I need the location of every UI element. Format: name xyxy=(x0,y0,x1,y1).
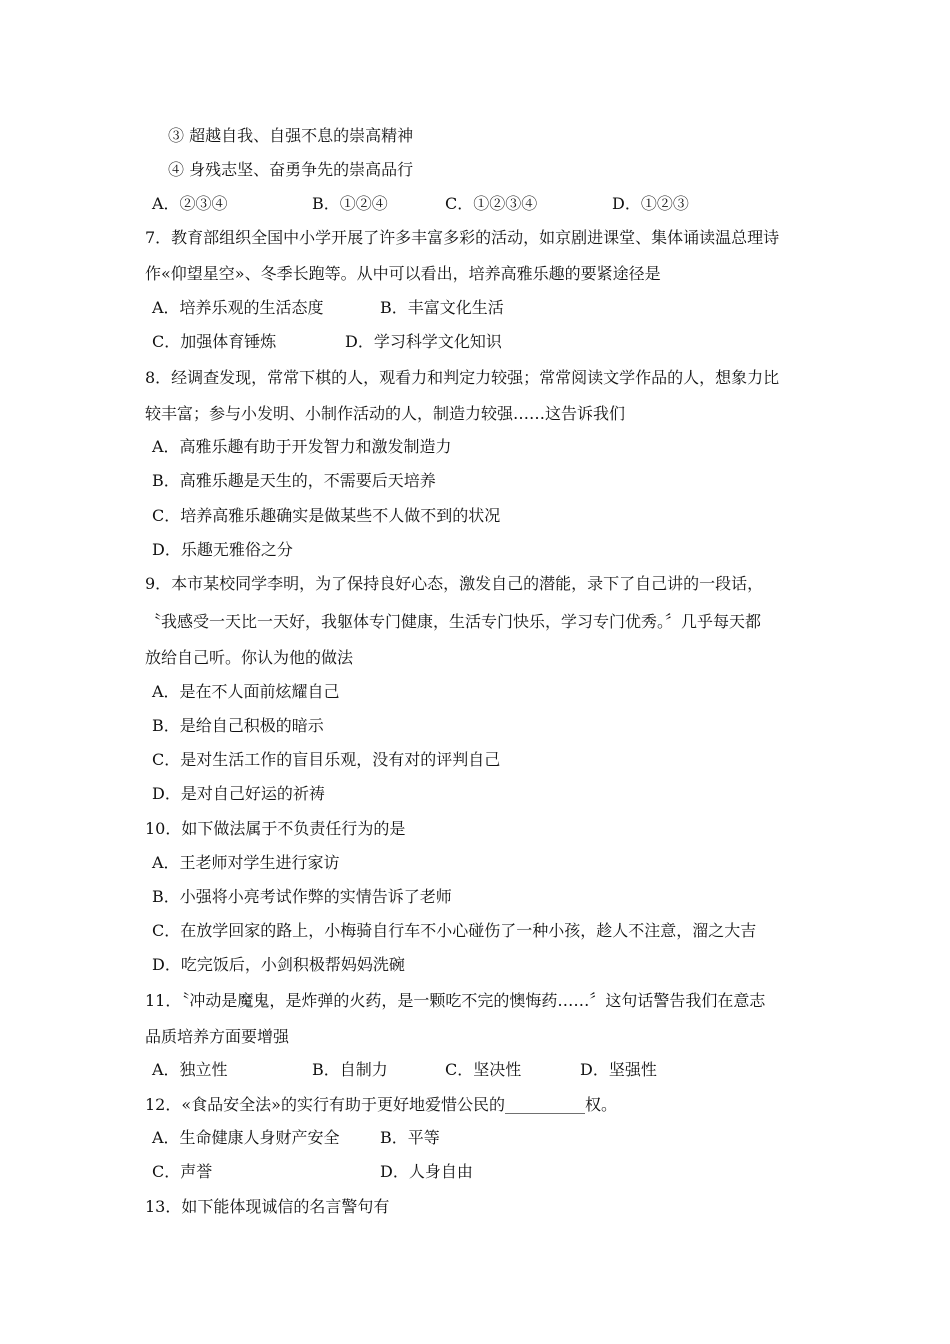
q8-option-d: D．乐趣无雅俗之分 xyxy=(152,540,293,559)
q10-stem: 10．如下做法属于不负责任行为的是 xyxy=(145,819,406,838)
q12-option-b: B．平等 xyxy=(380,1128,440,1147)
q8-stem-line-2: 较丰富；参与小发明、小制作活动的人，制造力较强……这告诉我们 xyxy=(145,404,626,423)
q12-option-d: D．人身自由 xyxy=(380,1162,473,1181)
q10-option-b: B．小强将小亮考试作弊的实情告诉了老师 xyxy=(152,887,452,906)
q11-option-b: B．自制力 xyxy=(312,1060,388,1079)
q9-stem-line-1: 9．本市某校同学李明，为了保持良好心态，激发自己的潜能，录下了自己讲的一段话， xyxy=(145,574,764,593)
q12-option-c: C．声誉 xyxy=(152,1162,213,1181)
q8-stem-line-1: 8．经调查发现，常常下棋的人，观看力和判定力较强；常常阅读文学作品的人，想象力比 xyxy=(145,368,780,387)
q10-option-d: D．吃完饭后，小剑积极帮妈妈洗碗 xyxy=(152,955,405,974)
q10-option-a: A．王老师对学生进行家访 xyxy=(152,853,340,872)
q6-option-c: C．①②③④ xyxy=(445,194,538,213)
q7-stem-line-1: 7．教育部组织全国中小学开展了许多丰富多彩的活动，如京剧进课堂、集体诵读温总理诗 xyxy=(145,228,780,247)
q12-stem: 12．«食品安全法»的实行有助于更好地爱惜公民的__________权。 xyxy=(145,1095,617,1114)
q9-option-d: D．是对自己好运的祈祷 xyxy=(152,784,325,803)
q11-stem-line-1: 11．〝冲动是魔鬼，是炸弹的火药，是一颗吃不完的懊悔药……〞这句话警告我们在意志 xyxy=(145,991,766,1010)
q8-option-c: C．培养高雅乐趣确实是做某些不人做不到的状况 xyxy=(152,506,501,525)
q9-stem-line-3: 放给自己听。你认为他的做法 xyxy=(145,648,354,667)
q6-option-d: D．①②③ xyxy=(612,194,689,213)
q13-stem: 13．如下能体现诚信的名言警句有 xyxy=(145,1197,390,1216)
q11-option-a: A．独立性 xyxy=(152,1060,228,1079)
q7-option-c: C．加强体育锤炼 xyxy=(152,332,277,351)
q8-option-b: B．高雅乐趣是天生的，不需要后天培养 xyxy=(152,471,436,490)
q9-stem-line-2: 〝我感受一天比一天好，我躯体专门健康，生活专门快乐，学习专门优秀。〞几乎每天都 xyxy=(145,612,762,631)
q6-option-b: B．①②④ xyxy=(312,194,388,213)
q12-option-a: A．生命健康人身财产安全 xyxy=(152,1128,340,1147)
q10-option-c: C．在放学回家的路上，小梅骑自行车不小心碰伤了一种小孩，趁人不注意，溜之大吉 xyxy=(152,921,757,940)
q7-stem-line-2: 作«仰望星空»、冬季长跑等。从中可以看出，培养高雅乐趣的要紧途径是 xyxy=(145,264,661,283)
q7-option-b: B．丰富文化生活 xyxy=(380,298,504,317)
statement-3: ③ 超越自我、自强不息的崇高精神 xyxy=(168,126,414,145)
q9-option-a: A．是在不人面前炫耀自己 xyxy=(152,682,340,701)
q9-option-b: B．是给自己积极的暗示 xyxy=(152,716,324,735)
q6-option-a: A．②③④ xyxy=(152,194,228,213)
q7-option-a: A．培养乐观的生活态度 xyxy=(152,298,324,317)
q9-option-c: C．是对生活工作的盲目乐观，没有对的评判自己 xyxy=(152,750,501,769)
q11-option-d: D．坚强性 xyxy=(580,1060,657,1079)
q11-option-c: C．坚决性 xyxy=(445,1060,522,1079)
q11-stem-line-2: 品质培养方面要增强 xyxy=(145,1027,290,1046)
statement-4: ④ 身残志坚、奋勇争先的崇高品行 xyxy=(168,160,414,179)
q8-option-a: A．高雅乐趣有助于开发智力和激发制造力 xyxy=(152,437,452,456)
q7-option-d: D．学习科学文化知识 xyxy=(345,332,502,351)
